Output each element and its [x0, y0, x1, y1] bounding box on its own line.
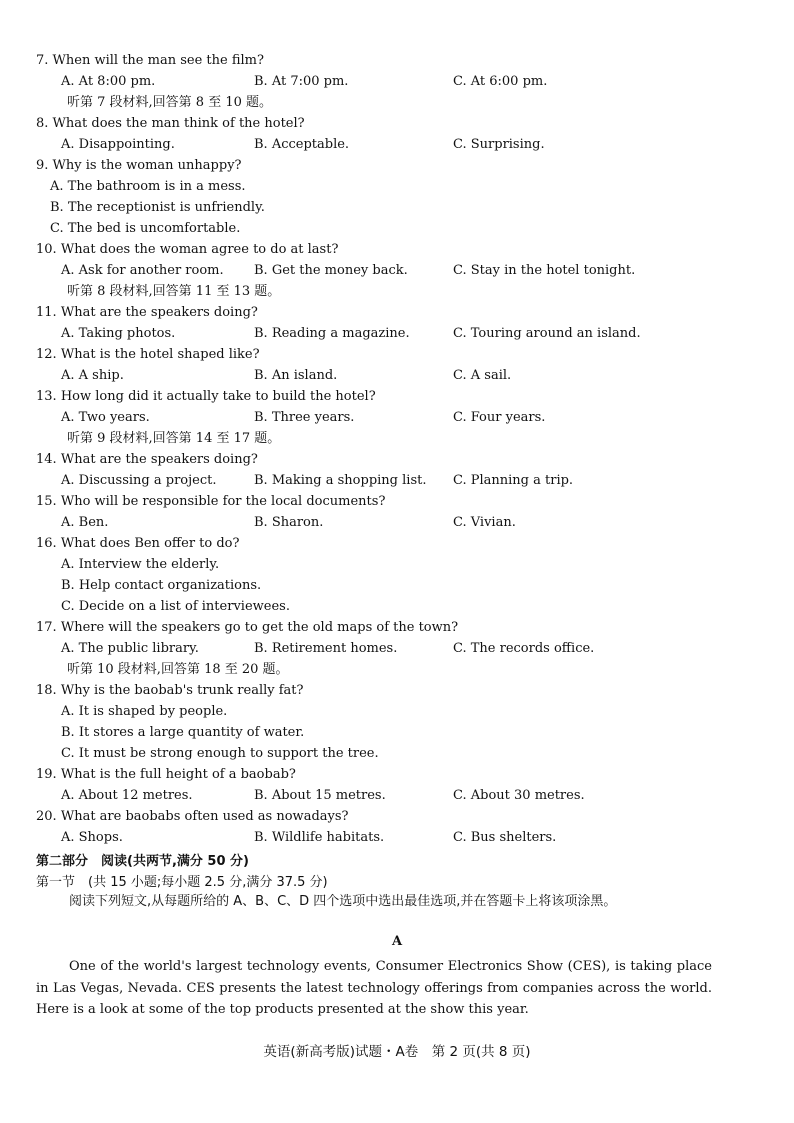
- option-a: A. Ask for another room.: [61, 263, 224, 278]
- section-intro-line: [0, 428, 794, 449]
- option-b: B. About 15 metres.: [254, 788, 386, 803]
- option-line: [0, 197, 794, 218]
- question-line: [0, 344, 794, 365]
- option-a: A. At 8:00 pm.: [61, 74, 156, 89]
- question-number: 15.: [36, 494, 57, 509]
- option-a: A. Two years.: [61, 410, 150, 425]
- question-number: 11.: [36, 305, 57, 320]
- question-text: Where will the speakers go to get the old maps of the town?: [60, 620, 459, 635]
- section-intro: 听第 7 段材料,回答第 8 至 10 题。: [67, 95, 273, 110]
- question-number: 9.: [36, 158, 49, 173]
- option-b: B. Making a shopping list.: [254, 473, 427, 488]
- option-a: A. Disappointing.: [61, 137, 175, 152]
- option-b: B. Three years.: [254, 410, 355, 425]
- option-c: C. The bed is uncomfortable.: [50, 221, 241, 236]
- section-intro-line: [0, 92, 794, 113]
- question-line: [0, 764, 794, 785]
- options-row: [0, 470, 794, 491]
- passage-title: A: [391, 934, 403, 949]
- question-text: Why is the woman unhappy?: [52, 158, 242, 173]
- option-line: [0, 743, 794, 764]
- question-number: 13.: [36, 389, 57, 404]
- question-number: 20.: [36, 809, 57, 824]
- option-b: B. Reading a magazine.: [254, 326, 410, 341]
- question-text: When will the man see the film?: [52, 53, 264, 68]
- option-b: B. Wildlife habitats.: [254, 830, 385, 845]
- question-stem: [36, 449, 258, 470]
- question-stem: [36, 113, 305, 134]
- question-stem: [36, 50, 264, 71]
- option-c: C. About 30 metres.: [453, 788, 585, 803]
- question-text: What does the woman agree to do at last?: [60, 242, 339, 257]
- option-line: [0, 218, 794, 239]
- question-line: [0, 533, 794, 554]
- option-c: C. Stay in the hotel tonight.: [453, 263, 636, 278]
- options-row: [0, 260, 794, 281]
- options-row: [0, 785, 794, 806]
- option-line: [0, 176, 794, 197]
- option-a: A. About 12 metres.: [61, 788, 193, 803]
- question-line: [0, 50, 794, 71]
- option-b: B. Sharon.: [254, 515, 324, 530]
- section-one-title: 第一节 (共 15 小题;每小题 2.5 分,满分 37.5 分): [36, 875, 328, 890]
- question-line: [0, 302, 794, 323]
- section-intro: 听第 10 段材料,回答第 18 至 20 题。: [67, 662, 289, 677]
- question-text: What is the hotel shaped like?: [60, 347, 260, 362]
- options-row: [0, 827, 794, 848]
- option-b: B. Help contact organizations.: [61, 578, 262, 593]
- option-c: C. Planning a trip.: [453, 473, 574, 488]
- question-line: [0, 239, 794, 260]
- option-c: C. A sail.: [453, 368, 512, 383]
- options-row: [0, 407, 794, 428]
- option-c: C. It must be strong enough to support the tree.: [61, 746, 379, 761]
- option-a: A. Shops.: [61, 830, 123, 845]
- option-c: C. Bus shelters.: [453, 830, 557, 845]
- option-line: [0, 596, 794, 617]
- question-stem: [36, 764, 296, 785]
- question-line: [0, 491, 794, 512]
- options-row: [0, 134, 794, 155]
- question-number: 10.: [36, 242, 57, 257]
- question-number: 14.: [36, 452, 57, 467]
- question-stem: [36, 239, 338, 260]
- question-text: What are baobabs often used as nowadays?: [60, 809, 349, 824]
- question-stem: [36, 491, 385, 512]
- question-stem: [36, 302, 258, 323]
- question-line: [0, 617, 794, 638]
- option-line: [0, 575, 794, 596]
- option-b: B. The receptionist is unfriendly.: [50, 200, 265, 215]
- option-b: B. Acceptable.: [254, 137, 350, 152]
- option-line: [0, 554, 794, 575]
- option-c: C. The records office.: [453, 641, 595, 656]
- question-stem: [36, 533, 239, 554]
- option-a: A. The bathroom is in a mess.: [50, 179, 246, 194]
- option-a: A. Taking photos.: [61, 326, 176, 341]
- question-text: What does the man think of the hotel?: [52, 116, 305, 131]
- question-number: 17.: [36, 620, 57, 635]
- question-text: What are the speakers doing?: [60, 452, 258, 467]
- question-stem: [36, 617, 458, 638]
- question-number: 8.: [36, 116, 49, 131]
- option-a: A. Discussing a project.: [61, 473, 217, 488]
- option-b: B. At 7:00 pm.: [254, 74, 349, 89]
- section-intro-line: [0, 659, 794, 680]
- options-row: [0, 71, 794, 92]
- page-footer: 英语(新高考版)试题・A卷 第 2 页(共 8 页): [263, 1044, 531, 1060]
- question-text: Why is the baobab's trunk really fat?: [60, 683, 304, 698]
- options-row: [0, 512, 794, 533]
- option-a: A. It is shaped by people.: [61, 704, 228, 719]
- option-b: B. Get the money back.: [254, 263, 408, 278]
- option-c: C. Surprising.: [453, 137, 545, 152]
- question-stem: [36, 344, 260, 365]
- option-a: A. Ben.: [61, 515, 109, 530]
- option-a: A. Interview the elderly.: [61, 557, 220, 572]
- question-line: [0, 806, 794, 827]
- question-number: 7.: [36, 53, 49, 68]
- options-row: [0, 323, 794, 344]
- question-number: 12.: [36, 347, 57, 362]
- question-number: 16.: [36, 536, 57, 551]
- option-c: C. Decide on a list of interviewees.: [61, 599, 290, 614]
- option-line: [0, 701, 794, 722]
- section-intro-line: [0, 281, 794, 302]
- option-b: B. Retirement homes.: [254, 641, 398, 656]
- section-intro: 听第 9 段材料,回答第 14 至 17 题。: [67, 431, 281, 446]
- reading-instruction: 阅读下列短文,从每题所给的 A、B、C、D 四个选项中选出最佳选项,并在答题卡上将该项涂黑。: [69, 894, 617, 909]
- question-text: What are the speakers doing?: [60, 305, 258, 320]
- option-c: C. Touring around an island.: [453, 326, 641, 341]
- options-row: [0, 365, 794, 386]
- question-number: 18.: [36, 683, 57, 698]
- option-b: B. An island.: [254, 368, 338, 383]
- option-line: [0, 722, 794, 743]
- options-row: [0, 638, 794, 659]
- question-text: What does Ben offer to do?: [60, 536, 240, 551]
- question-stem: [36, 680, 304, 701]
- question-line: [0, 113, 794, 134]
- option-a: A. A ship.: [61, 368, 124, 383]
- option-c: C. At 6:00 pm.: [453, 74, 548, 89]
- option-c: C. Vivian.: [453, 515, 516, 530]
- question-stem: [36, 806, 349, 827]
- option-a: A. The public library.: [61, 641, 199, 656]
- question-stem: [36, 155, 242, 176]
- section-intro: 听第 8 段材料,回答第 11 至 13 题。: [67, 284, 281, 299]
- part-two-title: 第二部分 阅读(共两节,满分 50 分): [36, 854, 249, 869]
- question-stem: [36, 386, 376, 407]
- question-number: 19.: [36, 767, 57, 782]
- question-text: Who will be responsible for the local documents?: [60, 494, 386, 509]
- question-text: What is the full height of a baobab?: [60, 767, 296, 782]
- question-line: [0, 386, 794, 407]
- option-c: C. Four years.: [453, 410, 546, 425]
- passage-paragraph: One of the world's largest technology events, Consumer Electronics Show (CES), is taking place in Las Vegas, Nevada. CES presents the latest technology offerings from companies across the world. Here is a look at some of the top products presented at the show this year.: [36, 959, 712, 1017]
- option-b: B. It stores a large quantity of water.: [61, 725, 305, 740]
- question-text: How long did it actually take to build the hotel?: [60, 389, 376, 404]
- question-line: [0, 449, 794, 470]
- question-line: [0, 155, 794, 176]
- question-line: [0, 680, 794, 701]
